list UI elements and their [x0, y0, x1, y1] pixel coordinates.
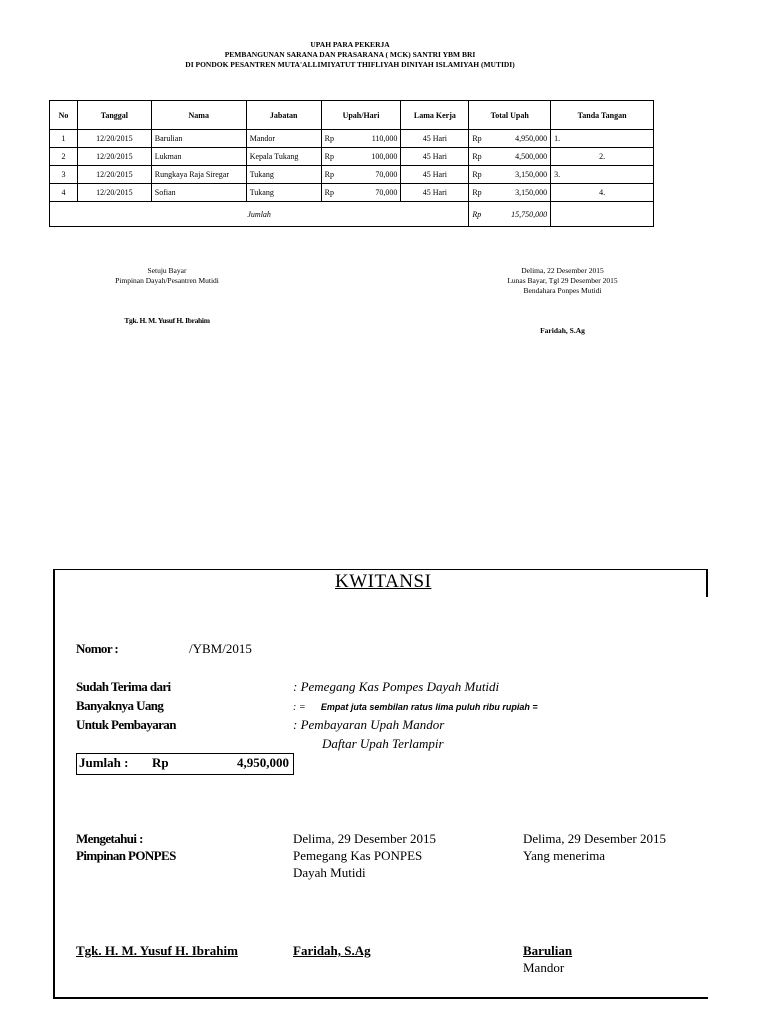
cell-upah	[321, 130, 401, 148]
cell-no: 4	[50, 184, 78, 202]
document-header	[0, 40, 700, 70]
total-value: 3,150,000	[515, 170, 548, 179]
uang-terbilang: Empat juta sembilan ratus lima puluh ribu rupiah =	[320, 702, 538, 712]
acknowledge-label: Mengetahui :	[76, 831, 143, 846]
uang-row	[293, 698, 538, 714]
receipt-title: KWITANSI	[335, 571, 432, 592]
table-row	[50, 184, 654, 202]
cell-tanggal: 12/20/2015	[77, 166, 151, 184]
cell-total	[469, 184, 551, 202]
grand-total-value: 15,750,000	[511, 209, 548, 219]
receipt	[53, 567, 708, 999]
currency-label: Rp	[324, 152, 334, 161]
cashier-date: Delima, 29 Desember 2015	[293, 831, 436, 846]
receipt-top-border	[53, 569, 708, 570]
cell-lama: 45 Hari	[401, 148, 469, 166]
table-row	[50, 166, 654, 184]
cell-total	[469, 148, 551, 166]
wage-table	[49, 100, 654, 227]
table-header-row	[50, 101, 654, 130]
receipt-right-border	[706, 569, 708, 597]
cell-upah	[321, 166, 401, 184]
total-label: Jumlah	[50, 202, 469, 227]
cell-no: 1	[50, 130, 78, 148]
cell-ttd: 4.	[551, 184, 654, 202]
cell-tanggal: 12/20/2015	[77, 130, 151, 148]
cell-empty	[551, 202, 654, 227]
header-lama-kerja: Lama Kerja	[401, 101, 469, 130]
header-title: UPAH PARA PEKERJA	[310, 40, 390, 49]
payment-date: Lunas Bayar, Tgl 29 Desember 2015	[507, 276, 618, 285]
cell-lama: 45 Hari	[401, 184, 469, 202]
cell-no: 3	[50, 166, 78, 184]
cashier-block	[293, 830, 436, 881]
currency-label: Rp	[324, 134, 334, 143]
cell-grand-total	[469, 202, 551, 227]
bayar-label: Untuk Pembayaran	[76, 717, 176, 732]
receipt-bottom-border	[53, 997, 708, 999]
currency-label: Rp	[472, 188, 482, 197]
receipt-number-row	[76, 641, 252, 657]
signature-director: Tgk. H. M. Yusuf H. Ibrahim	[76, 943, 238, 958]
recipient-block	[523, 830, 666, 864]
upah-value: 70,000	[375, 170, 398, 179]
table-row	[50, 148, 654, 166]
signature-recipient	[523, 942, 572, 976]
cashier-role: Pemegang Kas PONPES	[293, 848, 423, 863]
total-value: 3,150,000	[515, 188, 548, 197]
header-location: DI PONDOK PESANTREN MUTA'ALLIMIYATUT THIFLIYAH DINIYAH ISLAMIYAH (MUTIDI)	[185, 60, 515, 69]
cell-upah	[321, 184, 401, 202]
treasurer-block	[470, 266, 655, 336]
recipient-name: Barulian	[523, 943, 573, 958]
cell-nama: Rungkaya Raja Siregar	[151, 166, 246, 184]
treasurer-date: Delima, 22 Desember 2015	[521, 266, 604, 275]
cell-ttd: 3.	[551, 166, 654, 184]
cell-lama: 45 Hari	[401, 130, 469, 148]
terima-label: Sudah Terima dari	[76, 679, 171, 694]
uang-prefix: : =	[293, 702, 306, 713]
cell-jabatan: Tukang	[246, 184, 321, 202]
currency-label: Rp	[472, 170, 482, 179]
header-no: No	[50, 101, 78, 130]
jumlah-label: Jumlah :	[79, 755, 129, 770]
header-tanggal: Tanggal	[77, 101, 151, 130]
nomor-value: /YBM/2015	[189, 641, 252, 656]
currency-label: Rp	[472, 134, 482, 143]
currency-label: Rp	[472, 209, 482, 219]
uang-label: Banyaknya Uang	[76, 698, 164, 713]
upah-value: 70,000	[375, 188, 398, 197]
header-upah-hari: Upah/Hari	[321, 101, 401, 130]
jumlah-value: 4,950,000	[237, 755, 289, 770]
cell-total	[469, 166, 551, 184]
cell-ttd: 2.	[551, 148, 654, 166]
table-row	[50, 130, 654, 148]
amount-box	[76, 753, 294, 775]
cell-upah	[321, 148, 401, 166]
upah-value: 110,000	[371, 134, 398, 143]
nomor-label: Nomor :	[76, 641, 119, 656]
header-total-upah: Total Upah	[469, 101, 551, 130]
terima-value: : Pemegang Kas Pompes Dayah Mutidi	[293, 679, 500, 694]
header-subtitle: PEMBANGUNAN SARANA DAN PRASARANA ( MCK) SANTRI YBM BRI	[224, 50, 476, 59]
approval-block	[62, 266, 272, 326]
approver-name: Tgk. H. M. Yusuf H. Ibrahim	[124, 316, 210, 325]
currency-label: Rp	[324, 170, 334, 179]
total-value: 4,500,000	[515, 152, 548, 161]
acknowledge-block	[76, 830, 176, 864]
currency-label: Rp	[324, 188, 334, 197]
cell-jabatan: Mandor	[246, 130, 321, 148]
cell-tanggal: 12/20/2015	[77, 184, 151, 202]
header-tanda-tangan: Tanda Tangan	[551, 101, 654, 130]
cell-nama: Lukman	[151, 148, 246, 166]
recipient-date: Delima, 29 Desember 2015	[523, 831, 666, 846]
table-total-row	[50, 202, 654, 227]
bayar-value: : Pembayaran Upah Mandor	[293, 717, 445, 732]
cashier-org: Dayah Mutidi	[293, 865, 366, 880]
jumlah-currency: Rp	[152, 755, 169, 770]
acknowledge-role: Pimpinan PONPES	[76, 848, 176, 863]
upah-value: 100,000	[371, 152, 398, 161]
recipient-role: Yang menerima	[523, 848, 606, 863]
recipient-title: Mandor	[523, 960, 565, 975]
cell-nama: Barulian	[151, 130, 246, 148]
treasurer-name: Faridah, S.Ag	[540, 326, 585, 335]
cell-jabatan: Kepala Tukang	[246, 148, 321, 166]
cell-total	[469, 130, 551, 148]
receipt-left-border	[53, 569, 55, 999]
treasurer-role: Bendahara Ponpes Mutidi	[523, 286, 602, 295]
cell-tanggal: 12/20/2015	[77, 148, 151, 166]
cell-ttd: 1.	[551, 130, 654, 148]
header-nama: Nama	[151, 101, 246, 130]
bayar-note: Daftar Upah Terlampir	[322, 736, 444, 751]
approval-role: Pimpinan Dayah/Pesantren Mutidi	[115, 276, 219, 285]
cell-lama: 45 Hari	[401, 166, 469, 184]
approval-label: Setuju Bayar	[147, 266, 187, 275]
cell-nama: Sofian	[151, 184, 246, 202]
header-jabatan: Jabatan	[246, 101, 321, 130]
signature-cashier: Faridah, S.Ag	[293, 943, 371, 958]
total-value: 4,950,000	[515, 134, 548, 143]
cell-jabatan: Tukang	[246, 166, 321, 184]
cell-no: 2	[50, 148, 78, 166]
currency-label: Rp	[472, 152, 482, 161]
